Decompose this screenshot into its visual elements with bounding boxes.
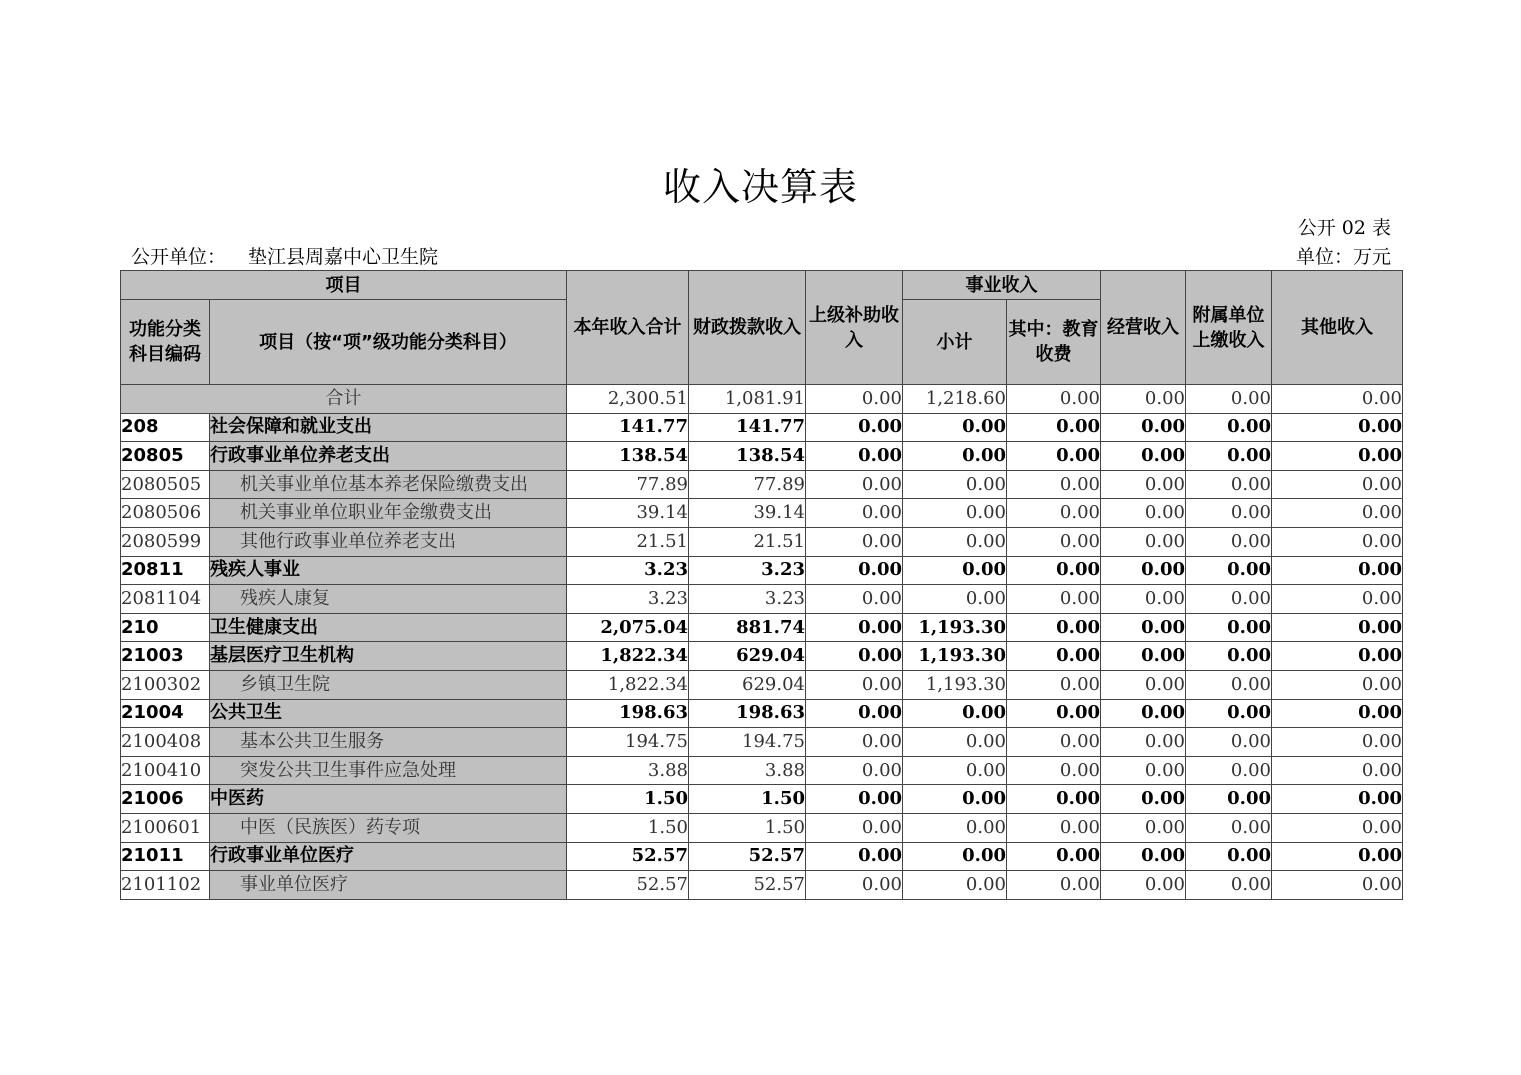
row-value: 0.00 [1272, 499, 1403, 528]
form-number: 公开 02 表 [1297, 217, 1391, 239]
row-value: 0.00 [1007, 442, 1101, 471]
row-code: 2100410 [121, 756, 210, 785]
header-superior-subsidy: 上级补助收入 [806, 271, 903, 385]
row-value: 0.00 [1101, 556, 1186, 585]
row-value: 0.00 [806, 499, 903, 528]
row-value: 1,193.30 [903, 642, 1007, 671]
row-value: 138.54 [567, 442, 689, 471]
total-cell: 0.00 [806, 385, 903, 414]
row-value: 0.00 [1186, 813, 1272, 842]
row-value: 39.14 [689, 499, 806, 528]
header-subtotal: 小计 [903, 300, 1007, 385]
row-value: 0.00 [1007, 842, 1101, 871]
row-value: 0.00 [1186, 728, 1272, 757]
row-value: 0.00 [1186, 699, 1272, 728]
row-name: 基本公共卫生服务 [210, 728, 567, 757]
header-total-income: 本年收入合计 [567, 271, 689, 385]
row-value: 0.00 [1007, 813, 1101, 842]
row-value: 0.00 [1101, 499, 1186, 528]
table-row [121, 670, 1403, 699]
row-value: 52.57 [689, 842, 806, 871]
row-value: 0.00 [806, 442, 903, 471]
row-value: 194.75 [689, 728, 806, 757]
row-value: 1,193.30 [903, 670, 1007, 699]
row-value: 1,822.34 [567, 642, 689, 671]
row-code: 21004 [121, 699, 210, 728]
income-final-accounts-table [120, 270, 1403, 900]
table-row [121, 642, 1403, 671]
row-name: 残疾人康复 [210, 585, 567, 614]
row-name: 行政事业单位医疗 [210, 842, 567, 871]
row-value: 0.00 [806, 756, 903, 785]
row-value: 0.00 [1186, 527, 1272, 556]
row-value: 0.00 [806, 871, 903, 900]
row-value: 0.00 [1186, 842, 1272, 871]
row-value: 0.00 [1272, 756, 1403, 785]
row-value: 0.00 [1007, 871, 1101, 900]
row-value: 0.00 [903, 785, 1007, 814]
row-value: 0.00 [903, 413, 1007, 442]
row-name: 基层医疗卫生机构 [210, 642, 567, 671]
row-value: 52.57 [689, 871, 806, 900]
row-value: 1.50 [567, 813, 689, 842]
row-value: 0.00 [806, 470, 903, 499]
row-value: 0.00 [1101, 813, 1186, 842]
row-code: 20805 [121, 442, 210, 471]
row-value: 0.00 [1186, 413, 1272, 442]
row-value: 0.00 [903, 699, 1007, 728]
row-value: 0.00 [1272, 699, 1403, 728]
row-code: 2100408 [121, 728, 210, 757]
row-value: 0.00 [1101, 842, 1186, 871]
table-row [121, 527, 1403, 556]
row-value: 0.00 [1272, 413, 1403, 442]
row-value: 0.00 [903, 499, 1007, 528]
publishing-unit-label: 公开单位： [131, 246, 227, 268]
row-value: 1.50 [689, 813, 806, 842]
row-value: 0.00 [806, 585, 903, 614]
row-value: 0.00 [903, 728, 1007, 757]
row-value: 0.00 [1272, 642, 1403, 671]
row-value: 1.50 [567, 785, 689, 814]
row-code: 2100601 [121, 813, 210, 842]
row-value: 0.00 [1272, 842, 1403, 871]
row-value: 0.00 [1272, 670, 1403, 699]
page-title: 收入决算表 [662, 165, 858, 209]
row-value: 0.00 [1272, 871, 1403, 900]
row-value: 0.00 [1272, 470, 1403, 499]
row-value: 0.00 [1007, 699, 1101, 728]
row-value: 0.00 [806, 670, 903, 699]
row-value: 141.77 [567, 413, 689, 442]
row-value: 0.00 [806, 842, 903, 871]
header-business-income: 事业收入 [903, 271, 1101, 300]
row-code: 2081104 [121, 585, 210, 614]
row-value: 1,193.30 [903, 613, 1007, 642]
row-value: 0.00 [1101, 670, 1186, 699]
table-row [121, 756, 1403, 785]
row-value: 0.00 [903, 556, 1007, 585]
row-value: 0.00 [903, 470, 1007, 499]
row-value: 0.00 [1007, 470, 1101, 499]
publishing-unit-value: 垫江县周嘉中心卫生院 [248, 246, 439, 268]
row-name: 机关事业单位职业年金缴费支出 [210, 499, 567, 528]
row-code: 2080506 [121, 499, 210, 528]
row-value: 0.00 [1007, 728, 1101, 757]
row-value: 0.00 [903, 756, 1007, 785]
row-value: 0.00 [1101, 527, 1186, 556]
table-row [121, 613, 1403, 642]
row-value: 629.04 [689, 670, 806, 699]
table-row [121, 556, 1403, 585]
row-value: 0.00 [806, 785, 903, 814]
row-name: 中医药 [210, 785, 567, 814]
row-value: 0.00 [1272, 785, 1403, 814]
row-code: 208 [121, 413, 210, 442]
row-name: 行政事业单位养老支出 [210, 442, 567, 471]
row-value: 0.00 [1101, 442, 1186, 471]
row-value: 3.23 [567, 556, 689, 585]
row-value: 1,822.34 [567, 670, 689, 699]
row-value: 0.00 [806, 642, 903, 671]
row-value: 0.00 [1007, 413, 1101, 442]
row-code: 2101102 [121, 871, 210, 900]
total-cell: 2,300.51 [567, 385, 689, 414]
row-value: 2,075.04 [567, 613, 689, 642]
row-code: 20811 [121, 556, 210, 585]
row-value: 0.00 [1101, 613, 1186, 642]
row-value: 0.00 [1186, 670, 1272, 699]
row-name: 社会保障和就业支出 [210, 413, 567, 442]
total-cell: 0.00 [1186, 385, 1272, 414]
total-row-label: 合计 [121, 385, 567, 414]
row-value: 0.00 [1186, 756, 1272, 785]
row-value: 0.00 [1272, 442, 1403, 471]
row-value: 0.00 [1007, 499, 1101, 528]
total-cell: 0.00 [1272, 385, 1403, 414]
row-value: 0.00 [1007, 756, 1101, 785]
publishing-unit [131, 244, 438, 270]
row-name: 其他行政事业单位养老支出 [210, 527, 567, 556]
row-code: 2080505 [121, 470, 210, 499]
currency-unit: 单位：万元 [1295, 246, 1391, 268]
row-value: 77.89 [689, 470, 806, 499]
row-value: 0.00 [1272, 728, 1403, 757]
table-row [121, 413, 1403, 442]
row-value: 0.00 [806, 556, 903, 585]
header-project: 项目 [121, 271, 567, 300]
row-code: 21006 [121, 785, 210, 814]
row-value: 198.63 [567, 699, 689, 728]
row-name: 中医（民族医）药专项 [210, 813, 567, 842]
row-name: 乡镇卫生院 [210, 670, 567, 699]
row-value: 0.00 [806, 728, 903, 757]
row-value: 0.00 [1272, 527, 1403, 556]
row-value: 0.00 [1101, 756, 1186, 785]
row-value: 0.00 [903, 442, 1007, 471]
table-row [121, 585, 1403, 614]
row-name: 卫生健康支出 [210, 613, 567, 642]
row-value: 0.00 [1101, 871, 1186, 900]
row-value: 0.00 [1272, 556, 1403, 585]
row-name: 残疾人事业 [210, 556, 567, 585]
row-value: 0.00 [1101, 413, 1186, 442]
header-operating-income: 经营收入 [1101, 271, 1186, 385]
row-name: 突发公共卫生事件应急处理 [210, 756, 567, 785]
row-value: 0.00 [1101, 785, 1186, 814]
header-education-fee: 其中：教育收费 [1007, 300, 1101, 385]
row-value: 3.23 [567, 585, 689, 614]
table-body [121, 385, 1403, 900]
row-value: 0.00 [806, 413, 903, 442]
row-value: 198.63 [689, 699, 806, 728]
row-value: 1.50 [689, 785, 806, 814]
row-value: 21.51 [689, 527, 806, 556]
row-value: 0.00 [806, 699, 903, 728]
row-value: 0.00 [1101, 585, 1186, 614]
row-value: 0.00 [1186, 442, 1272, 471]
row-value: 52.57 [567, 842, 689, 871]
row-value: 21.51 [567, 527, 689, 556]
row-value: 0.00 [1186, 585, 1272, 614]
total-cell: 0.00 [1007, 385, 1101, 414]
table-row [121, 470, 1403, 499]
row-name: 机关事业单位基本养老保险缴费支出 [210, 470, 567, 499]
table-row [121, 699, 1403, 728]
row-value: 0.00 [903, 871, 1007, 900]
row-value: 52.57 [567, 871, 689, 900]
table-row [121, 813, 1403, 842]
row-code: 21003 [121, 642, 210, 671]
table-row [121, 728, 1403, 757]
row-value: 0.00 [1272, 613, 1403, 642]
row-value: 0.00 [903, 585, 1007, 614]
row-value: 0.00 [1101, 699, 1186, 728]
row-value: 0.00 [1007, 585, 1101, 614]
row-value: 0.00 [1007, 785, 1101, 814]
row-value: 0.00 [1272, 585, 1403, 614]
total-cell: 1,218.60 [903, 385, 1007, 414]
row-value: 3.88 [567, 756, 689, 785]
row-value: 77.89 [567, 470, 689, 499]
row-value: 0.00 [903, 842, 1007, 871]
row-value: 0.00 [1007, 670, 1101, 699]
row-value: 0.00 [1007, 613, 1101, 642]
row-value: 0.00 [1101, 728, 1186, 757]
row-code: 21011 [121, 842, 210, 871]
total-row [121, 385, 1403, 414]
row-value: 0.00 [806, 613, 903, 642]
row-code: 210 [121, 613, 210, 642]
row-value: 0.00 [1186, 470, 1272, 499]
row-value: 3.23 [689, 585, 806, 614]
row-value: 0.00 [1186, 642, 1272, 671]
row-value: 39.14 [567, 499, 689, 528]
row-value: 0.00 [1186, 499, 1272, 528]
row-value: 138.54 [689, 442, 806, 471]
row-value: 0.00 [1186, 871, 1272, 900]
header-affiliated-income: 附属单位上缴收入 [1186, 271, 1272, 385]
table-row [121, 442, 1403, 471]
table-row [121, 499, 1403, 528]
header-function-code: 功能分类科目编码 [121, 300, 210, 385]
row-value: 0.00 [903, 813, 1007, 842]
row-value: 0.00 [1186, 556, 1272, 585]
total-cell: 1,081.91 [689, 385, 806, 414]
row-value: 0.00 [806, 527, 903, 556]
row-value: 3.23 [689, 556, 806, 585]
row-value: 0.00 [1101, 642, 1186, 671]
header-item-name: 项目（按“项”级功能分类科目） [210, 300, 567, 385]
row-code: 2100302 [121, 670, 210, 699]
row-name: 事业单位医疗 [210, 871, 567, 900]
row-value: 0.00 [1007, 642, 1101, 671]
row-value: 0.00 [1186, 613, 1272, 642]
row-value: 141.77 [689, 413, 806, 442]
row-value: 0.00 [1186, 785, 1272, 814]
row-value: 0.00 [1007, 527, 1101, 556]
row-name: 公共卫生 [210, 699, 567, 728]
row-code: 2080599 [121, 527, 210, 556]
row-value: 0.00 [806, 813, 903, 842]
header-other-income: 其他收入 [1272, 271, 1403, 385]
header-fiscal-appropriation: 财政拨款收入 [689, 271, 806, 385]
table-row [121, 842, 1403, 871]
row-value: 0.00 [1272, 813, 1403, 842]
row-value: 0.00 [1007, 556, 1101, 585]
table-row [121, 785, 1403, 814]
row-value: 629.04 [689, 642, 806, 671]
total-cell: 0.00 [1101, 385, 1186, 414]
row-value: 0.00 [903, 527, 1007, 556]
row-value: 3.88 [689, 756, 806, 785]
table-row [121, 871, 1403, 900]
row-value: 881.74 [689, 613, 806, 642]
row-value: 194.75 [567, 728, 689, 757]
row-value: 0.00 [1101, 470, 1186, 499]
